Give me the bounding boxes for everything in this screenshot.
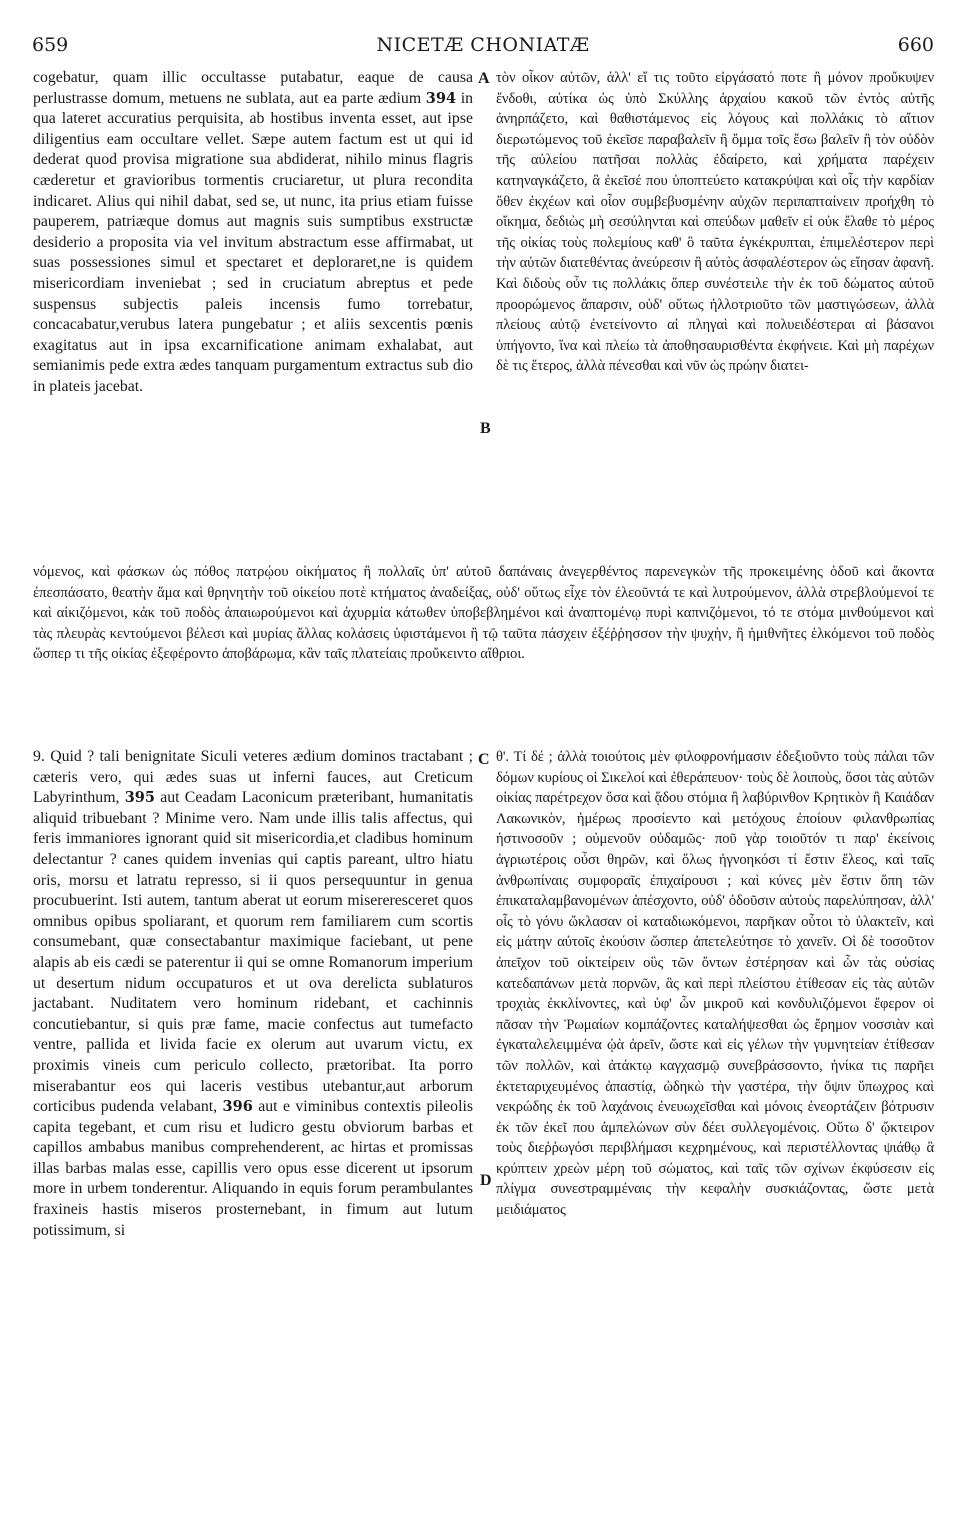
latin-text: 9. Quid ? tali benignitate Siculi veteres ædium dominos tractabant ; cæteris vero, qui ædes suas ut inferni fauces, aut Creticum Labyrinthum,: [33, 748, 473, 807]
latin-column-upper: [33, 68, 473, 398]
reference-number: 396: [222, 1098, 253, 1116]
section-marker-c: C: [478, 751, 490, 768]
section-marker-d: D: [480, 1172, 492, 1189]
greek-paragraph: νόμενος, καὶ φάσκων ὡς πόθος πατρῴου οἰκήματος ἢ πολλαῖς ὑπ' αὐτοῦ δαπάναις ἀνεγερθέντος παρενεγκὼν τῆς προκειμένης ὁδοῦ καὶ ἄκοντα ἐπεσπάσατο, θεατὴν ἅμα καὶ θρηνητὴν τοῦ οἰκείου ποτὲ κτήματος ἀναδείξας, οὐδ' οὕτως εἶχε τὸν ἐλεοῦντά τε καὶ λυτρούμενον, ἀλλὰ στρεβλούμενοί τε καὶ αἰκιζόμενοι, κἀκ τοῦ ποδὸς ἀπαιωρούμενοι καὶ ἀχυρμία κάτωθεν ὑποβεβλημένοι καὶ ἀναπτομένῳ πυρὶ καπνιζόμενοι, τό τε στόμα μινθούμενοι καὶ τὰς πλευρὰς κεντούμενοι βέλεσι καὶ μυρίας ἄλλας κολάσεις ὑφιστάμενοι ἢ τῷ ταῦτα πάσχειν ἐξέῤῥησσον τὴν ψυχὴν, ἢ ἡμιθνῆτες ἑλκόμενοι τοῦ ποδὸς ὥσπερ τι τῆς οἰκίας ἐξεφέροντο ἀποβάρωμα, κἂν ταῖς πλατείαις προὔκειντο αἴθριοι.: [33, 564, 934, 663]
latin-paragraph: [33, 68, 473, 398]
latin-text: aut e viminibus contextis pileolis capita tegebant, et cum risu et ludicro gestu obviorum barbas et capillos ambabus manibus comprehenderent, ac hirtas et promissas illas barbas malas esse, capillis vero opus esse dicerent ut ipsorum more in urbem tonderentur. Aliquando in equis forum perambulantes fraxineis hastis miseros prosternebant, in fimum aut lutum potissimum, si: [33, 1098, 473, 1239]
page-header: [32, 34, 934, 60]
reference-number: 394: [425, 89, 457, 107]
latin-paragraph: [33, 747, 473, 1241]
latin-text: aut Ceadam Laconicum præteribant, humanitatis aliquid tribuebant ? Minime vero. Nam unde illis talis affectus, qui feris immaniores ignorant quid sit misericordia,et cladibus hominum delectantur ? canes quidem invenias qui captis pareant, ultro hiatu oris, morsu et latratu represso, si ii quos persequuntur in genua procubuerint. Isti autem, tantum aberat ut eorum misereresceret quos omnibus opibus spoliarant, et quorum rem familiarem cum scortis consumebant, quæ consectabantur maximique faciebant, ut pene alapis ab eis cædi se paterentur ii qui se omne Romanorum imperium ut desertum nidum occupaturos et ut ova derelicta sublaturos jactabant. Nuditatem vero hominum ridebant, et cachinnis concutiebantur, si quis præ fame, macie confectus aut tumefacto ventre, pallida et livida facie ex olerum aut uvarum victu, ex proximis vineis cum periculo collecto, prætoribat. Ita porro miserabantur eos qui laceris vestibus utebantur,aut arborum corticibus pudenda velabant,: [33, 789, 473, 1116]
greek-paragraph: θ'. Τί δέ ; ἀλλὰ τοιούτοις μὲν φιλοφρονήμασιν ἐδεξιοῦντο τοὺς πάλαι τῶν δόμων κυρίους οἱ Σικελοί καὶ ἐθεράπευον· τοὺς δὲ λοιποὺς, ὅσοι τὰς αὐτῶν οἰκίας παρέτρεχον ὅσα καὶ ᾅδου στόμια ἢ λαβύρινθον Κρητικὸν ἢ Καιάδαν Λακωνικὸν, ἡμέρως προσίεντο καὶ μετόχους ἐποίουν φιλανθρωπίας ἡστινοσοῦν ; οὐμενοῦν οὐδαμῶς· ποῦ γὰρ τοιοῦτόν τι παρ' ἐκείνοις ἀγριωτέροις οὖσι θηρῶν, καὶ ὅλως ἠγνοηκόσι τί ἔστιν ἔλεος, καὶ ταῖς ἀνθρωπίναις συμφοραῖς ἐπιχαίρουσι ; καὶ κύνες μὲν ἔστιν ὅπη τῶν ἐπικαταλαμβανομένων ἀπέσχοντο, οὐδ' ὀδοῦσιν αὐτοὺς παρελύπησαν, ἀλλ' οἷς τὸ γόνυ ὤκλασαν οἱ καταδιωκόμενοι, παρῆκαν οὗτοι τὸ ὑλακτεῖν, καὶ εἰς μάτην αὐτοῖς ἐκούσιν ὥσπερ ἀπετελεύτησε τὸ χανεῖν. Οἱ δὲ τοσοῦτον ἀπεῖχον τοῦ οἰκτείρειν οὓς τῶν ὄντων ἐστέρησαν καὶ ὧν τὰς οὐσίας κατεδαπάνων μετὰ πορνῶν, ἃς καὶ περὶ πλείστου ἐτίθεσαν εἰς τὰς αὐτῶν τροχιὰς ἐκκλίνοντες, καὶ ὑφ' ὧν μικροῦ καὶ κονδυλιζόμενοι ἔφερον οἱ πᾶσαν τὴν Ῥωμαίων κομπάζοντες καταλήψεσθαι ὡς ἔρημον νοσσιὰν καὶ ἐγκαταλελειμμένα ᾠὰ ἀρεῖν, ὥστε καὶ εἰς γέλων τὴν γυμνητείαν ἐτίθεσαν τῶν πολλῶν, καὶ ἀτάκτῳ καγχασμῷ συνεβράσσοντο, ἡνίκα τις παρῆει ἐκτεταριχευμένος ἀπαστίᾳ, ὠδηκὼ τὴν γαστέρα, τὴν ὄψιν ὕπωχρος καὶ νεκρώδης ἐκ τοῦ λαχάνοις ἐνευωχεῖσθαι καὶ μόνοις ἐνεορτάζειν βότρυσιν ἐκ τῶν ἐκεῖ που ἀμπελώνων σὺν δέει συλλεγομένοις. Οὕτω δ' ᾤκτειρον τοὺς διεῤῥωγόσι περιβλήμασι κεχρημένους, καὶ περιστέλλοντας ψιάθῳ ἃ κρύπτειν χρεὼν μέρη τοῦ σώματος, καὶ ταῖς τῶν σχίνων ἐκφύσεσιν εἰς πλίγμα συνεστραμμέναις τὴν κεφαλὴν συσκιάζοντας, ὥστε μετὰ μειδιάματος: [496, 749, 934, 1219]
latin-text: cogebatur, quam illic occultasse putabatur, eaque de causa perlustrasse domum, metuens ne sublata, aut ea parte ædium: [33, 69, 473, 107]
latin-column-lower: [33, 747, 473, 1241]
page-number-left: 659: [32, 34, 69, 56]
running-title: NICETÆ CHONIATÆ: [376, 34, 590, 56]
section-marker-b: B: [480, 420, 491, 437]
greek-column-upper: [496, 68, 934, 377]
latin-text: in qua lateret accuratius perquisita, ab hostibus inventa esset, aut ipse diligentius eam occultare vellet. Sæpe autem factum est ut qui id dederat quod provisa migratione sua abdiderat, nihilo minus flagris cæderetur et gravioribus tormentis cruciaretur, ut plura recondita indicaret. Alius qui nihil dabat, sed se, ut nunc, ita prius etiam fuisse pauperem, patriæque domus aut magnis suis sumptibus exstructæ desiderio a proposita via vel invitum abstractum esse affirmabat, ut suas possessiones simul et spectaret et deploraret,ne is quidem misericordiam inveniebat ; sed in cruciatum abreptus et pede suspensus subjectis paleis incensis fumo torrebatur, concacabatur,verubus latera pungebatur ; et aliis sexcentis pœnis exagitatus aut in ipsa excarnificatione animam exhalabat, aut semianimis pede extra ædes tanquam purgamentum extractus sub dio in plateis jacebat.: [33, 89, 473, 395]
reference-number: 395: [124, 789, 155, 807]
greek-paragraph: τὸν οἶκον αὐτῶν, ἀλλ' εἴ τις τοῦτο εἰργάσατό ποτε ἢ μόνον προὔκυψεν ἔνδοθι, αὐτίκα ὡς ὑπὸ Σκύλλης ἀρχαίου κακοῦ τῶν ἐντὸς αὐτῆς ἀνηρπάζετο, καὶ θαθιστάμενος εἰς λόγους καὶ πολλάκις τὸ αἴτιον διερωτώμενος τοῦ ἐκεῖσε παραβαλεῖν ἢ ὄμμα τοῖς ἔσω βαλεῖν ἢ τὸν οὐδὸν τῆς αὐλείου πατῆσαι πολλὰς ἐδαίρετο, καὶ χρήματα παρέχειν κατηναγκάζετο, ἃ ἐκεῖσέ που ὑποπτεύετο κατακρύψαι καὶ οἷς τὴν καρδίαν ὅθεν ἐκχέων καὶ οἷον συμβεβυσμένην αὐχῶν περιπαπταίνειν προήχθη τὸ οἴκημα, δεδιὼς μὴ σεσύληνται καὶ σπεύδων μαθεῖν εἰ οὐκ ἔλαθε τὸ μέρος τῆς οἰκίας τοὺς πολεμίους καθ' ὃ ταῦτα ἐγκέκρυπται, ἐπιμελέστερον περὶ τὴν αὐτῶν διατεθέντας ἀνεύρεσιν ἢ αὐτὸς ἀσφαλέστερον ὡς εἴησαν ἀφανῆ. Καὶ διδοὺς οὖν τις πολλάκις ὅπερ συνέστειλε τὴν ἐκ τοῦ δώματος αὐτοῦ προορώμενος ἄπαρσιν, οὐδ' οὕτως ἠλλοτριοῦτο τῶν μαστιγώσεων, ἀλλὰ πλείους αὐτῷ ἐνετείνοντο αἱ πληγαὶ καὶ πολυειδέστεραι αἱ βάσανοι ὑπήγοντο, ἵνα καὶ πλείω τὰ ἀποθησαυρισθέντα ἐκφήνειε. Καὶ μὴ παρέχων δὲ τις ἕτερος, ἀλλὰ πένεσθαι καὶ νῦν ὡς πρώην διατει-: [496, 70, 934, 375]
page-number-right: 660: [897, 34, 934, 56]
greek-column-lower: [496, 747, 934, 1221]
section-marker-a: A: [478, 70, 490, 87]
greek-full-width-passage: [33, 562, 934, 665]
